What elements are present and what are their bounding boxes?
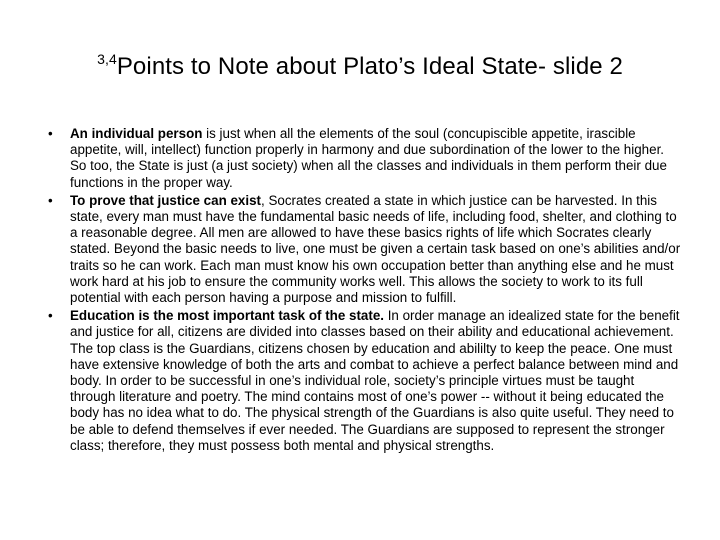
bullet-item-individual-person	[48, 126, 683, 191]
bullet-icon: •	[48, 192, 53, 208]
bullet-lead: An individual person	[70, 126, 203, 141]
bullet-item-justice-can-exist	[48, 193, 683, 306]
bullet-icon: •	[48, 308, 53, 324]
title-superscript: 3,4	[97, 51, 117, 67]
bullet-lead: To prove that justice can exist	[70, 192, 261, 208]
bullet-icon: •	[48, 126, 53, 141]
bullet-text: is just when all the elements of the soul (concupiscible appetite, irascible appetite, will, intellect) function properly in harmony and due subordination of the lower to the higher. So too, the State is just (a just society) when all the classes and individuals in them perform their due functions in the proper way.	[70, 126, 667, 190]
bullet-list	[48, 126, 683, 456]
title-text: Points to Note about Plato’s Ideal State- slide 2	[116, 53, 623, 80]
bullet-item-education	[48, 308, 683, 454]
bullet-text: In order manage an idealized state for the benefit and justice for all, citizens are divided into classes based on their ability and educational achievement. The top class is the Guardians, citizens chosen by education and abililty to keep the peace. One must have extensive knowledge of both the arts and combat to achieve a perfect balance between mind and body. In order to be successful in one’s individual role, society’s principle virtues must be taught through literature and poetry. The mind contains most of one’s power -- without it being educated the body has no idea what to do. The physical strength of the Guardians is also quite useful. They need to be able to defend themselves if ever needed. The Guardians are supposed to represent the stronger class; therefore, they must possess both mental and physical strengths.	[70, 308, 680, 453]
bullet-lead: Education is the most important task of the state.	[70, 308, 384, 324]
slide-title	[0, 52, 720, 82]
bullet-text: , Socrates created a state in which justice can be harvested. In this state, every man must have the fundamental basic needs of life, including food, shelter, and clothing to a reasonable degree. All men are allowed to have these basics rights of life which Socrates clearly stated. Beyond the basic needs to live, one must be given a certain task based on one’s abilities and/or traits so he can work. Each man must know his own occupation better than anything else and he must work hard at his job to ensure the community works well. This allows the society to work to its full potential with each person having a purpose and mission to fulfill.	[70, 192, 681, 306]
